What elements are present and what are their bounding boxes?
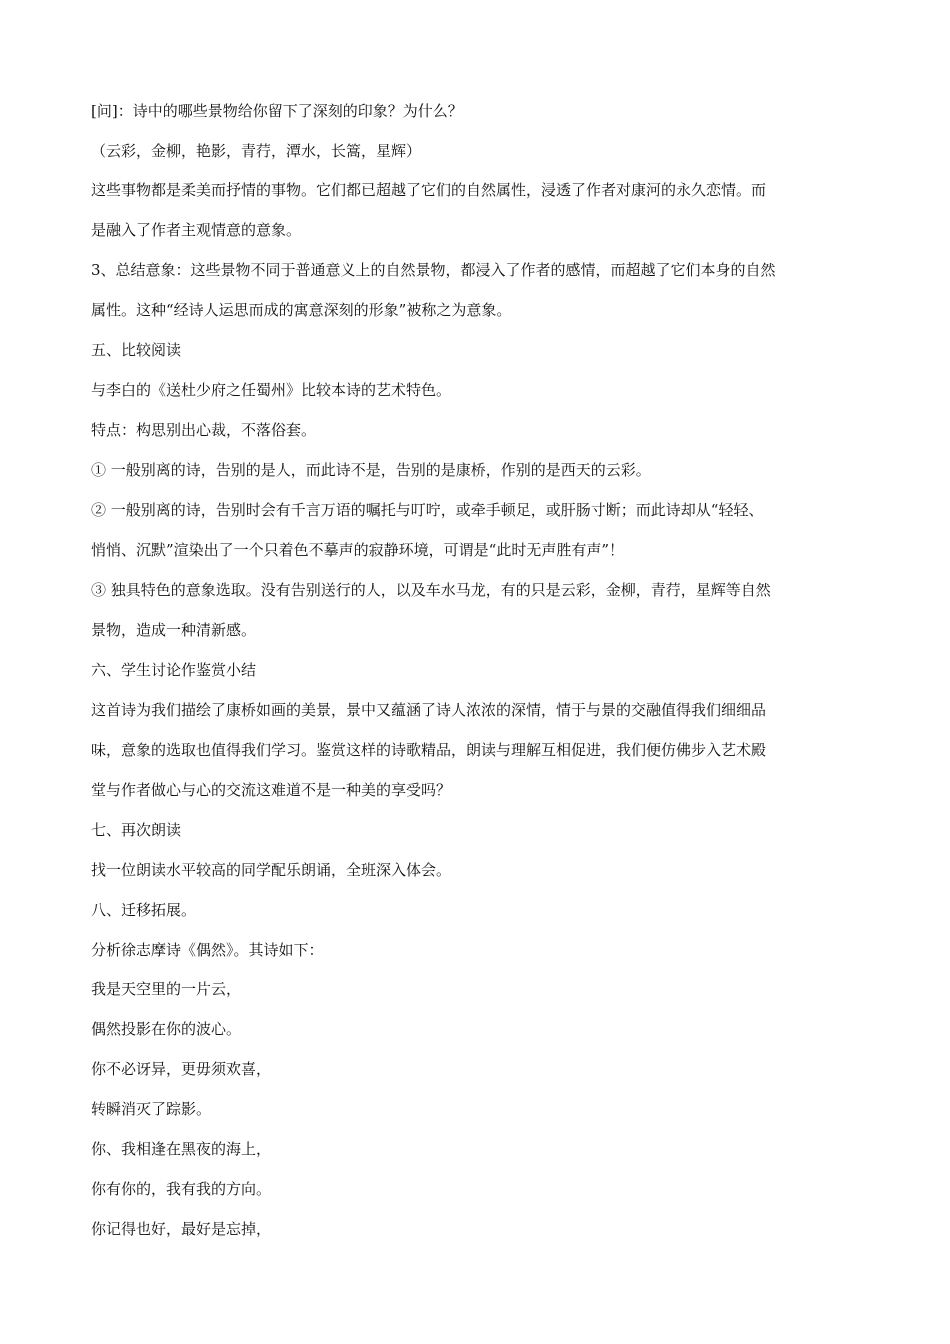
section-heading: 五、比较阅读 [91, 341, 182, 359]
paragraph-line: 堂与作者做心与心的交流这难道不是一种美的享受吗？ [91, 781, 452, 799]
section-heading: 八、迁移拓展。 [91, 901, 197, 919]
paragraph-line: 这些事物都是柔美而抒情的事物。它们都已超越了它们的自然属性，浸透了作者对康河的永久恋情。而 [91, 181, 767, 199]
paragraph-line: 与李白的《送杜少府之任蜀州》比较本诗的艺术特色。 [91, 381, 452, 399]
list-item-continuation: 景物，造成一种清新感。 [91, 621, 257, 639]
paragraph-line: 特点：构思别出心裁，不落俗套。 [91, 421, 317, 439]
paragraph-line: 3、总结意象：这些景物不同于普通意义上的自然景物，都浸入了作者的感情，而超越了它们本身的自然 [91, 261, 776, 279]
list-item-continuation: 悄悄、沉默”渲染出了一个只着色不摹声的寂静环境，可谓是“此时无声胜有声”！ [91, 541, 625, 559]
paragraph-line: 分析徐志摩诗《偶然》。其诗如下： [91, 941, 324, 959]
paragraph-line: 是融入了作者主观情意的意象。 [91, 221, 302, 239]
poem-line: 你有你的，我有我的方向。 [91, 1180, 272, 1198]
imagery-list-line: （云彩，金柳，艳影，青荇，潭水，长篙，星辉） [91, 142, 422, 160]
paragraph-line: 这首诗为我们描绘了康桥如画的美景，景中又蕴涵了诗人浓浓的深情，情于与景的交融值得我们细细品 [91, 701, 767, 719]
section-heading: 六、学生讨论作鉴赏小结 [91, 661, 257, 679]
list-item: ③ 独具特色的意象选取。没有告别送行的人，以及车水马龙，有的只是云彩，金柳，青荇，星辉等自然 [91, 581, 771, 599]
poem-line: 我是天空里的一片云， [91, 980, 242, 998]
paragraph-line: 属性。这种“经诗人运思而成的寓意深刻的形象”被称之为意象。 [91, 301, 512, 319]
poem-line: 你不必讶异，更毋须欢喜， [91, 1060, 272, 1078]
question-line: [问]：诗中的哪些景物给你留下了深刻的印象？为什么？ [91, 102, 463, 120]
list-item: ② 一般别离的诗，告别时会有千言万语的嘱托与叮咛，或牵手顿足，或肝肠寸断；而此诗却从“轻轻、 [91, 501, 764, 519]
paragraph-line: 味，意象的选取也值得我们学习。鉴赏这样的诗歌精品，朗读与理解互相促进，我们便仿佛步入艺术殿 [91, 741, 767, 759]
section-heading: 七、再次朗读 [91, 821, 182, 839]
list-item: ① 一般别离的诗，告别的是人，而此诗不是，告别的是康桥，作别的是西天的云彩。 [91, 461, 651, 479]
poem-line: 你记得也好，最好是忘掉， [91, 1220, 272, 1238]
poem-line: 偶然投影在你的波心。 [91, 1020, 242, 1038]
paragraph-line: 找一位朗读水平较高的同学配乐朗诵，全班深入体会。 [91, 861, 452, 879]
poem-line: 转瞬消灭了踪影。 [91, 1100, 212, 1118]
poem-line: 你、我相逢在黑夜的海上， [91, 1140, 272, 1158]
